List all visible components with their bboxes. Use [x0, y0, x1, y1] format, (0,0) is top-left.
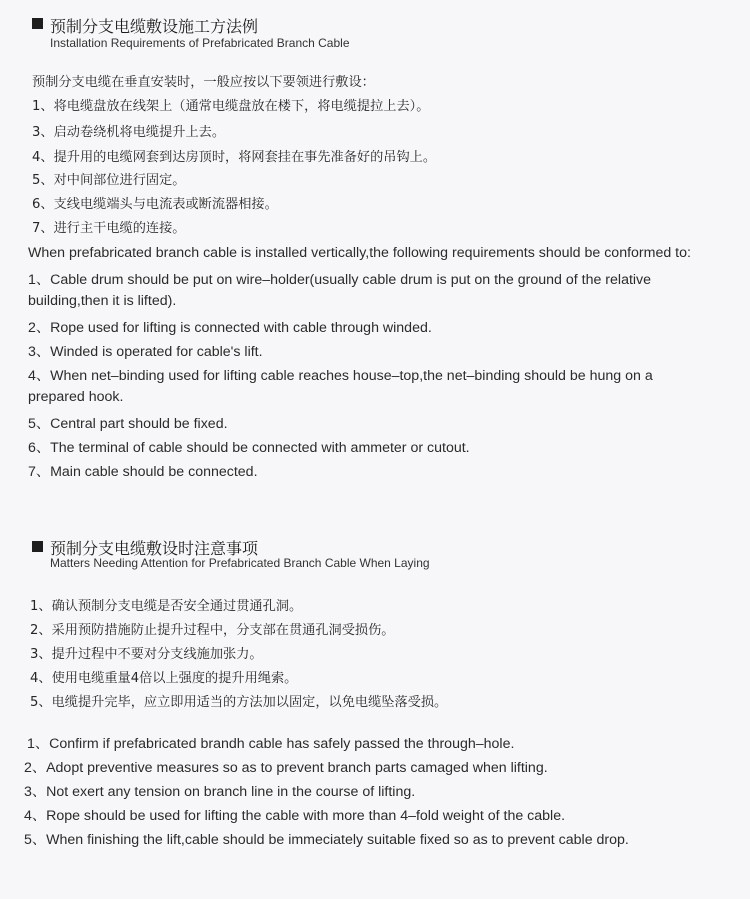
paragraph-line: When prefabricated branch cable is installed vertically,the following requirements should be conformed to:	[28, 245, 691, 261]
list-item: 4、Rope should be used for lifting the cable with more than 4–fold weight of the cable.	[24, 808, 566, 824]
list-item: 3、Not exert any tension on branch line in the course of lifting.	[24, 784, 416, 800]
list-item: 1、Confirm if prefabricated brandh cable has safely passed the through–hole.	[27, 736, 515, 752]
square-bullet-icon	[32, 541, 43, 552]
list-item: 1、确认预制分支电缆是否安全通过贯通孔洞。	[30, 599, 303, 614]
paragraph-line: 1、Cable drum should be put on wire–holder(usually cable drum is put on the ground of the relative	[28, 272, 652, 288]
list-item: 5、When finishing the lift,cable should be immeciately suitable fixed so as to prevent cable drop.	[24, 832, 629, 848]
paragraph-line: 4、When net–binding used for lifting cable reaches house–top,the net–binding should be hung on a	[28, 368, 653, 384]
paragraph-line: 2、Rope used for lifting is connected with cable through winded.	[28, 320, 432, 336]
section-title: 预制分支电缆敷设时注意事项	[50, 539, 259, 558]
list-item: 5、对中间部位进行固定。	[32, 173, 186, 188]
square-bullet-icon	[32, 18, 43, 29]
list-item: 6、支线电缆端头与电流表或断流器相接。	[32, 197, 278, 212]
paragraph-line: prepared hook.	[28, 389, 124, 405]
paragraph-line: building,then it is lifted).	[28, 293, 177, 309]
paragraph-intro: 预制分支电缆在垂直安装时，一般应按以下要领进行敷设：	[32, 75, 375, 90]
paragraph-line: 5、Central part should be fixed.	[28, 416, 228, 432]
section-title: 预制分支电缆敷设施工方法例	[50, 17, 259, 36]
paragraph-line: 7、Main cable should be connected.	[28, 464, 258, 480]
paragraph-line: 6、The terminal of cable should be connected with ammeter or cutout.	[28, 440, 470, 456]
list-item: 5、电缆提升完毕，应立即用适当的方法加以固定，以免电缆坠落受损。	[30, 695, 448, 710]
section-subtitle: Installation Requirements of Prefabricated Branch Cable	[50, 36, 350, 50]
list-item: 3、启动卷绕机将电缆提升上去。	[32, 125, 226, 140]
list-item: 4、提升用的电缆网套到达房顶时，将网套挂在事先准备好的吊钩上。	[32, 150, 437, 165]
list-item: 2、采用预防措施防止提升过程中，分支部在贯通孔洞受损伤。	[30, 623, 395, 638]
list-item: 3、提升过程中不要对分支线施加张力。	[30, 647, 263, 662]
list-item: 4、使用电缆重量4倍以上强度的提升用绳索。	[30, 671, 298, 686]
list-item: 2、Adopt preventive measures so as to prevent branch parts camaged when lifting.	[24, 760, 548, 776]
list-item: 7、进行主干电缆的连接。	[32, 221, 186, 236]
list-item: 1、将电缆盘放在线架上（通常电缆盘放在楼下，将电缆提拉上去）。	[32, 99, 430, 114]
paragraph-line: 3、Winded is operated for cable's lift.	[28, 344, 263, 360]
section-subtitle: Matters Needing Attention for Prefabricated Branch Cable When Laying	[50, 556, 430, 570]
